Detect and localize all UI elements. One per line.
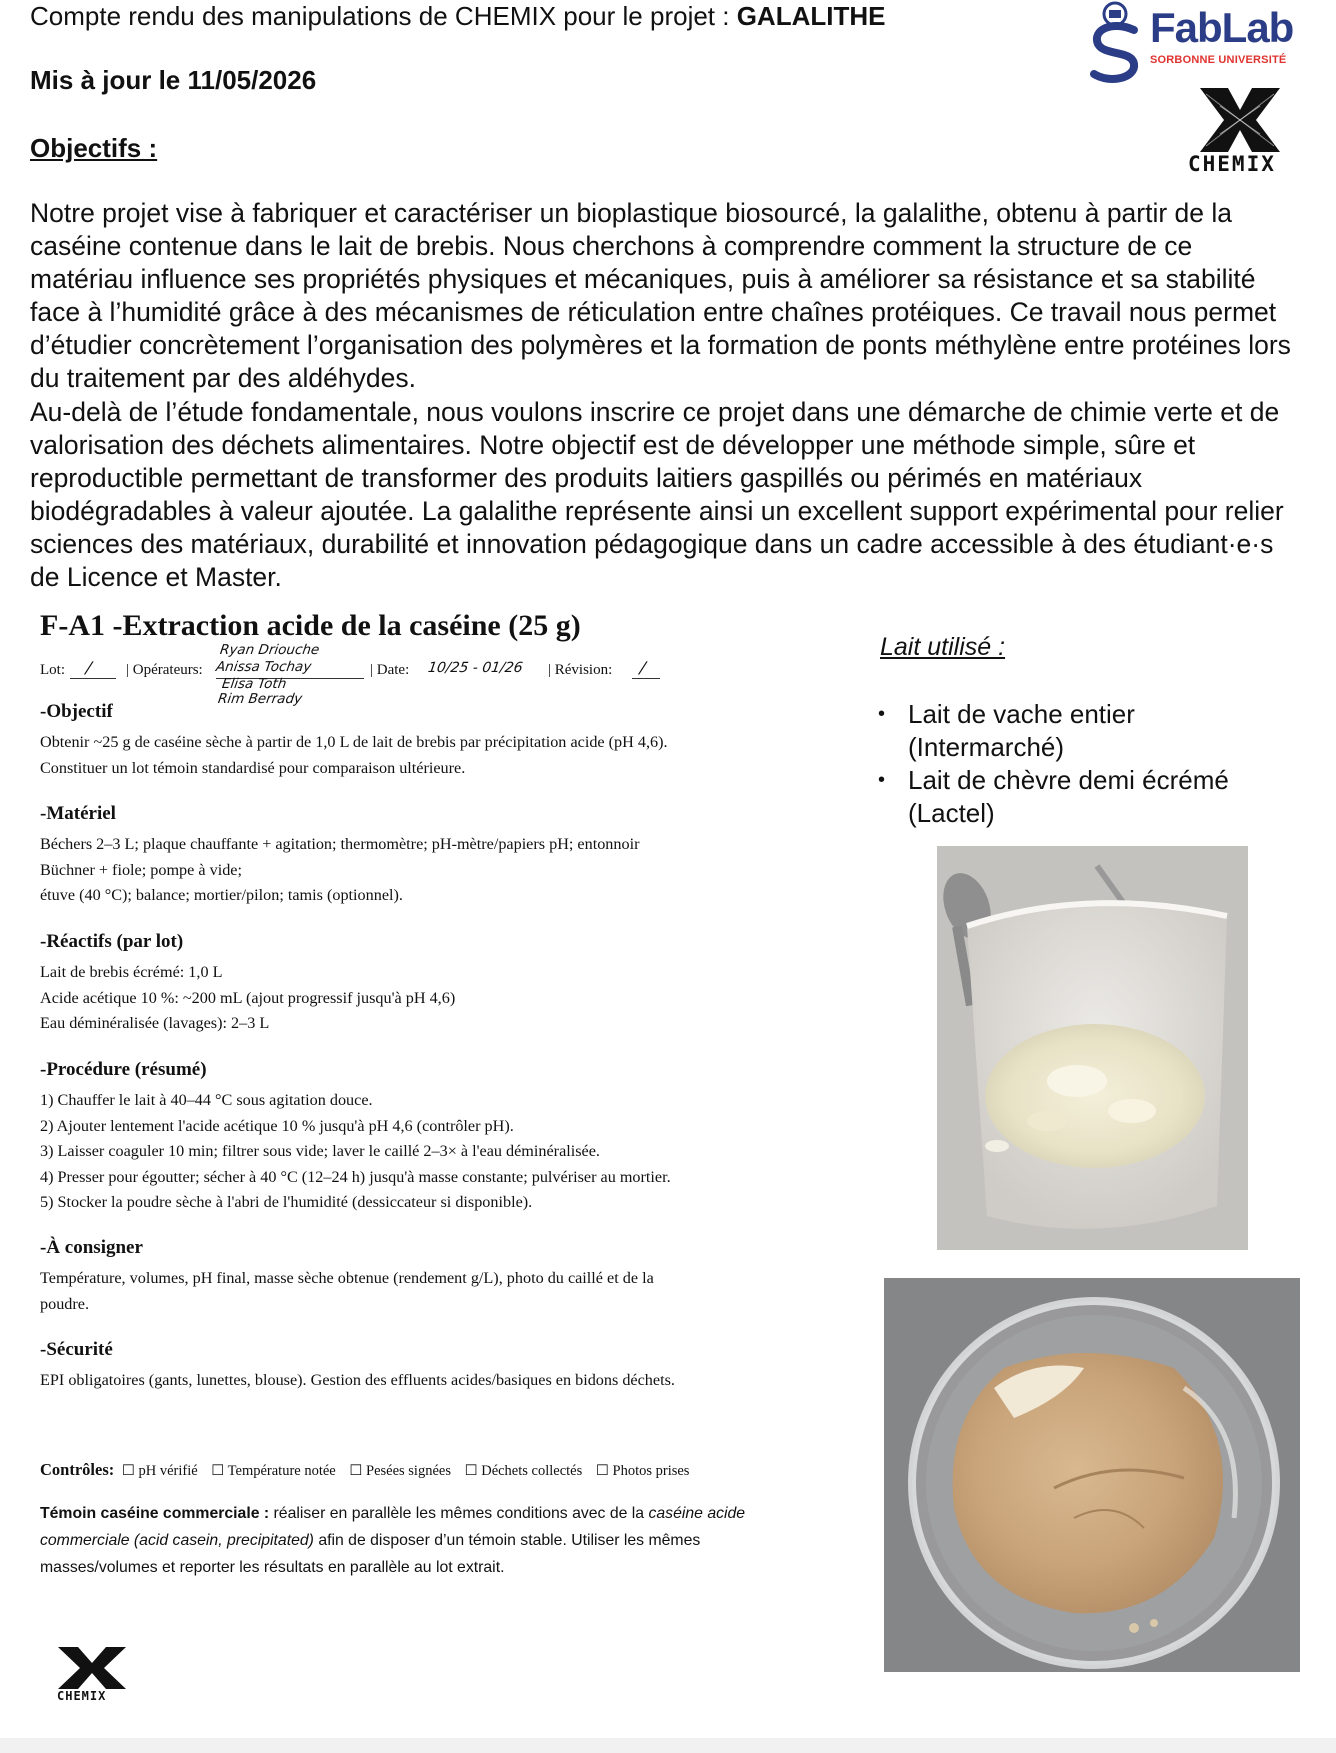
procedure-step: 2) Ajouter lentement l'acide acétique 10 % jusqu'à pH 4,6 (contrôler pH). [40,1116,514,1135]
controls-label: Contrôles: [40,1460,115,1479]
sorbonne-emblem-icon [1082,0,1148,84]
curd-cup-photo [937,846,1248,1250]
materiel-heading: -Matériel [40,803,116,824]
report-title: Compte rendu des manipulations de CHEMIX pour le projet : GALALITHE [30,1,886,31]
materiel-line: étuve (40 °C); balance; mortier/pilon; tamis (optionnel). [40,886,403,904]
objectif-line: Obtenir ~25 g de caséine sèche à partir de 1,0 L de lait de brebis par précipitation acide (pH 4,6). [40,733,668,751]
chemix-logo-bottom [52,1645,132,1707]
control-ph: ☐ pH vérifié [121,1463,198,1479]
operator-2: Anissa Tochay [214,659,313,675]
consigner-heading: -À consigner [40,1237,143,1258]
lot-label: Lot: [40,662,65,678]
protocol-meta [40,642,690,707]
section-procedure [40,1058,840,1216]
milk-heading: Lait utilisé : [880,633,1006,661]
control-photos: ☐ Photos prises [595,1463,690,1479]
curd-cup-image [937,846,1248,1250]
milk-item: • Lait de vache entier (Intermarché) [878,698,1278,764]
control-pesees: ☐ Pesées signées [349,1463,451,1479]
consigner-line: poudre. [40,1294,89,1313]
casein-beaker-photo [884,1278,1300,1672]
date-value: 10/25 - 01/26 [426,660,524,676]
section-securite [40,1338,860,1394]
chemix-logo-top [1170,86,1310,186]
temoin-italic: caséine acide commerciale (acid casein, precipitated) [40,1505,746,1549]
consigner-line: Température, volumes, pH final, masse sèche obtenue (rendement g/L), photo du caillé et de la [40,1269,654,1287]
chemix-x-icon [52,1645,132,1691]
section-consigner [40,1236,840,1317]
operator-4: Rim Berrady [216,691,304,707]
control-temperature: ☐ Température notée [211,1463,336,1479]
fablab-subtitle: SORBONNE UNIVERSITÉ [1150,54,1287,66]
update-date: Mis à jour le 11/05/2026 [30,65,317,95]
fablab-wordmark: FabLab [1150,4,1294,51]
materiel-line: Büchner + fiole; pompe à vide; [40,860,242,879]
objectives-heading: Objectifs : [30,133,158,163]
lot-value: / [84,658,93,677]
chemix-x-icon [1170,86,1310,156]
control-dechets: ☐ Déchets collectés [464,1463,583,1479]
objectif-line: Constituer un lot témoin standardisé pour comparaison ultérieure. [40,758,466,777]
controls-checklist [40,1460,689,1480]
procedure-step: 3) Laisser coaguler 10 min; filtrer sous vide; laver le caillé 2–3× à l'eau déminéralisée. [40,1142,600,1160]
intro-paragraph-1: Notre projet vise à fabriquer et caractériser un bioplastique biosourcé, la galalithe, obtenu à partir de la caséine contenue dans le lait de brebis. Nous cherchons à comprendre comment la structure de ce matériau influence ses propriétés physiques et mécaniques, puis à améliorer sa résistance et sa stabilité face à l’humidité grâce à des mécanismes de réticulation entre chaînes protéiques. Ce travail nous permet d’étudier concrètement l’organisation des polymères et la formation de ponts méthylène entre protéines lors du traitement par des aldéhydes. [30,198,1291,394]
section-materiel [40,802,820,909]
reactifs-heading: -Réactifs (par lot) [40,931,184,952]
operators-label: | Opérateurs: [126,662,203,678]
temoin-label: Témoin caséine commerciale : [40,1505,270,1522]
securite-line: EPI obligatoires (gants, lunettes, blouse). Gestion des effluents acides/basiques en bidons déchets. [40,1371,675,1389]
intro-text [30,197,1300,594]
revision-label: | Révision: [548,662,613,678]
casein-beaker-image [884,1278,1300,1672]
objectif-heading: -Objectif [40,701,113,722]
intro-paragraph-2: Au-delà de l’étude fondamentale, nous voulons inscrire ce projet dans une démarche de chimie verte et de valorisation des déchets alimentaires. Notre objectif est de développer une méthode simple, sûre et reproductible permettant de transformer des produits laitiers gaspillés ou périmés en matériaux biodégradables à valeur ajoutée. La galalithe représente ainsi un excellent support expérimental pour relier sciences des matériaux, durabilité et innovation pédagogique dans un cadre accessible à des étudiant·e·s de Licence et Master. [30,396,1284,593]
procedure-step: 1) Chauffer le lait à 40–44 °C sous agitation douce. [40,1091,373,1109]
temoin-text-1: réaliser en parallèle les mêmes conditions avec de la [269,1505,649,1522]
operator-3: Elisa Toth [220,676,288,692]
revision-value: / [638,658,647,677]
section-objectif [40,700,820,781]
protocol-title: F-A1 -Extraction acide de la caséine (25 g) [40,609,581,642]
section-reactifs [40,930,820,1037]
reactifs-line: Eau déminéralisée (lavages): 2–3 L [40,1014,270,1032]
procedure-step: 4) Presser pour égoutter; sécher à 40 °C (12–24 h) jusqu'à masse constante; pulvériser au mortier. [40,1167,671,1186]
reactifs-line: Lait de brebis écrémé: 1,0 L [40,963,223,981]
procedure-heading: -Procédure (résumé) [40,1059,207,1080]
securite-heading: -Sécurité [40,1339,113,1360]
date-label: | Date: [370,662,410,678]
operator-1: Ryan Driouche [218,642,321,658]
fablab-logo [1082,0,1316,86]
materiel-line: Béchers 2–3 L; plaque chauffante + agitation; thermomètre; pH-mètre/papiers pH; entonnoir [40,835,640,853]
temoin-text-2: afin de disposer d’un témoin stable. Utiliser les mêmes masses/volumes et reporter les résultats en parallèle au lot extrait. [40,1532,701,1576]
milk-item: • Lait de chèvre demi écrémé (Lactel) [878,764,1278,830]
temoin-note [40,1500,800,1581]
chemix-wordmark: CHEMIX [57,1689,107,1703]
chemix-wordmark: CHEMIX [1188,152,1276,176]
procedure-step: 5) Stocker la poudre sèche à l'abri de l'humidité (dessiccateur si disponible). [40,1193,533,1211]
milk-list [878,698,1278,830]
reactifs-line: Acide acétique 10 %: ~200 mL (ajout progressif jusqu'à pH 4,6) [40,988,456,1007]
